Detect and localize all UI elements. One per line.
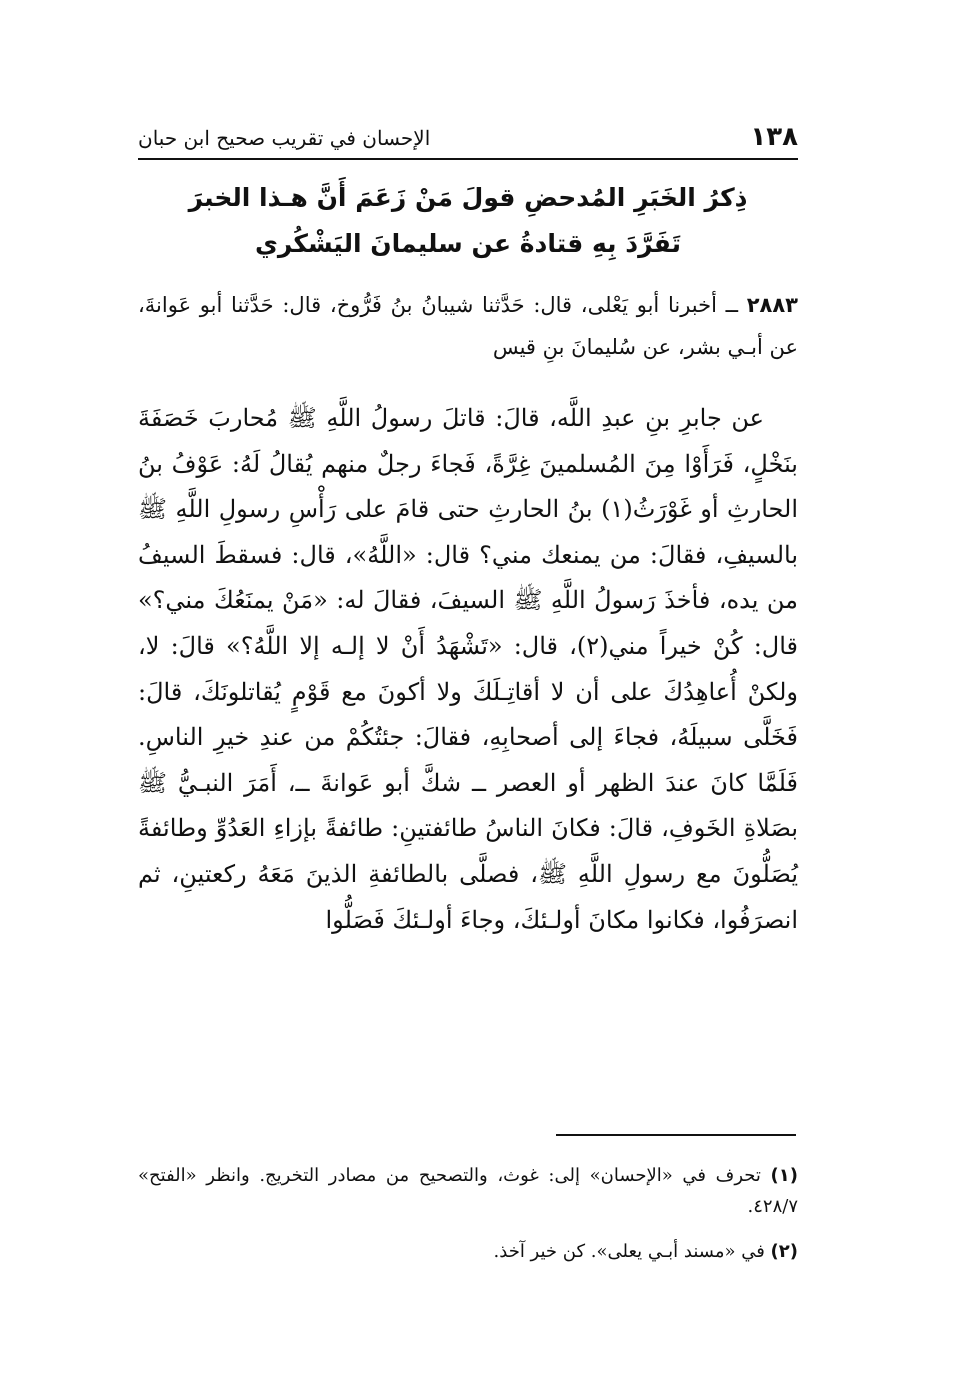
footnote-2 <box>138 1236 798 1267</box>
chapter-heading <box>138 175 798 267</box>
hadith-number: ٢٨٨٣ <box>746 293 798 317</box>
footnote-text: في «مسند أبـي يعلى». كن خير آخذ. <box>493 1241 765 1262</box>
header-rule <box>138 158 798 160</box>
page-header <box>138 112 798 152</box>
footnote-number: (١) <box>770 1165 798 1186</box>
footnote-separator <box>556 1134 796 1136</box>
footnote-text: تحرف في «الإحسان» إلى: غوث، والتصحيح من مصادر التخريج. وانظر «الفتح» ٤٢٨/٧. <box>138 1165 798 1217</box>
chapter-heading-line-2: تَفَرَّدَ بِهِ قتادةُ عن سليمانَ اليَشْكُري <box>254 229 682 258</box>
footnote-1 <box>138 1160 798 1222</box>
hadith-isnad <box>138 284 798 368</box>
matn-text: عن جابرِ بنِ عبدِ اللَّه، قالَ: قاتلَ رسولُ اللَّهِ ﷺ مُحاربَ خَصَفَةَ بنَخْلٍ، فَرَأَوْا مِنَ المُسلمينَ غِرَّةً، فَجاءَ رجلٌ منهم يُقالُ لَهُ: عَوْفُ بنُ الحارثِ أو غَوْرَثُ(١) بنُ الحارثِ حتى قامَ على رَأْسِ رسولِ اللَّهِ ﷺ بالسيفِ، فقالَ: من يمنعك مني؟ قال: «اللَّهُ»، قال: فسقطَ السيفُ من يده، فأخذَ رَسولُ اللَّهِ ﷺ السيفَ، فقالَ له: «مَنْ يمنَعُكَ مني؟» قال: كُنْ خيراً مني(٢)، قال: «تَشْهَدُ أَنْ لا إلـه إلا اللَّهُ؟» قالَ: لا، ولكنْ أُعاهِدُكَ على أن لا أقاتِـلَكَ ولا أكونَ مع قَوْمٍ يُقاتلونَكَ، قالَ: فَخَلَّى سبيلَهُ، فجاءَ إلى أصحابِهِ، فقالَ: جئتُكُمْ من عندِ خيرِ الناسِ. فَلَمَّا كانَ عندَ الظهر أو العصر ــ شكَّ أبو عَوانةَ ــ، أَمَرَ النبـيُّ ﷺ بصَلاةِ الخَوفِ، قالَ: فكانَ الناسُ طائفتينِ: طائفةً بإزاءِ العَدُوِّ وطائفةً يُصَلُّونَ مع رسولِ اللَّهِ ﷺ، فصلَّى بالطائفةِ الذينَ مَعَهُ ركعتينِ، ثم انصرَفُوا، فكانوا مكانَ أولـئكَ، وجاءَ أولـئكَ فَصَلُّوا <box>138 404 799 934</box>
running-title: الإحسان في تقريب صحيح ابن حبان <box>138 126 431 150</box>
page-number: ١٣٨ <box>750 122 798 152</box>
isnad-text: ــ أخبرنا أبو يَعْلى، قال: حَدَّثنا شيبانُ بنُ فَرُّوخ، قال: حَدَّثنا أبو عَوانةَ، عن أبـي بشر، عن سُليمانَ بنِ قيس <box>138 293 798 359</box>
footnotes <box>138 1160 798 1281</box>
hadith-matn <box>138 396 798 943</box>
footnote-number: (٢) <box>770 1241 798 1262</box>
chapter-heading-line-1: ذِكرُ الخَبَرِ المُدحضِ قولَ مَنْ زَعَمَ أَنَّ هـذا الخبرَ <box>188 183 748 212</box>
